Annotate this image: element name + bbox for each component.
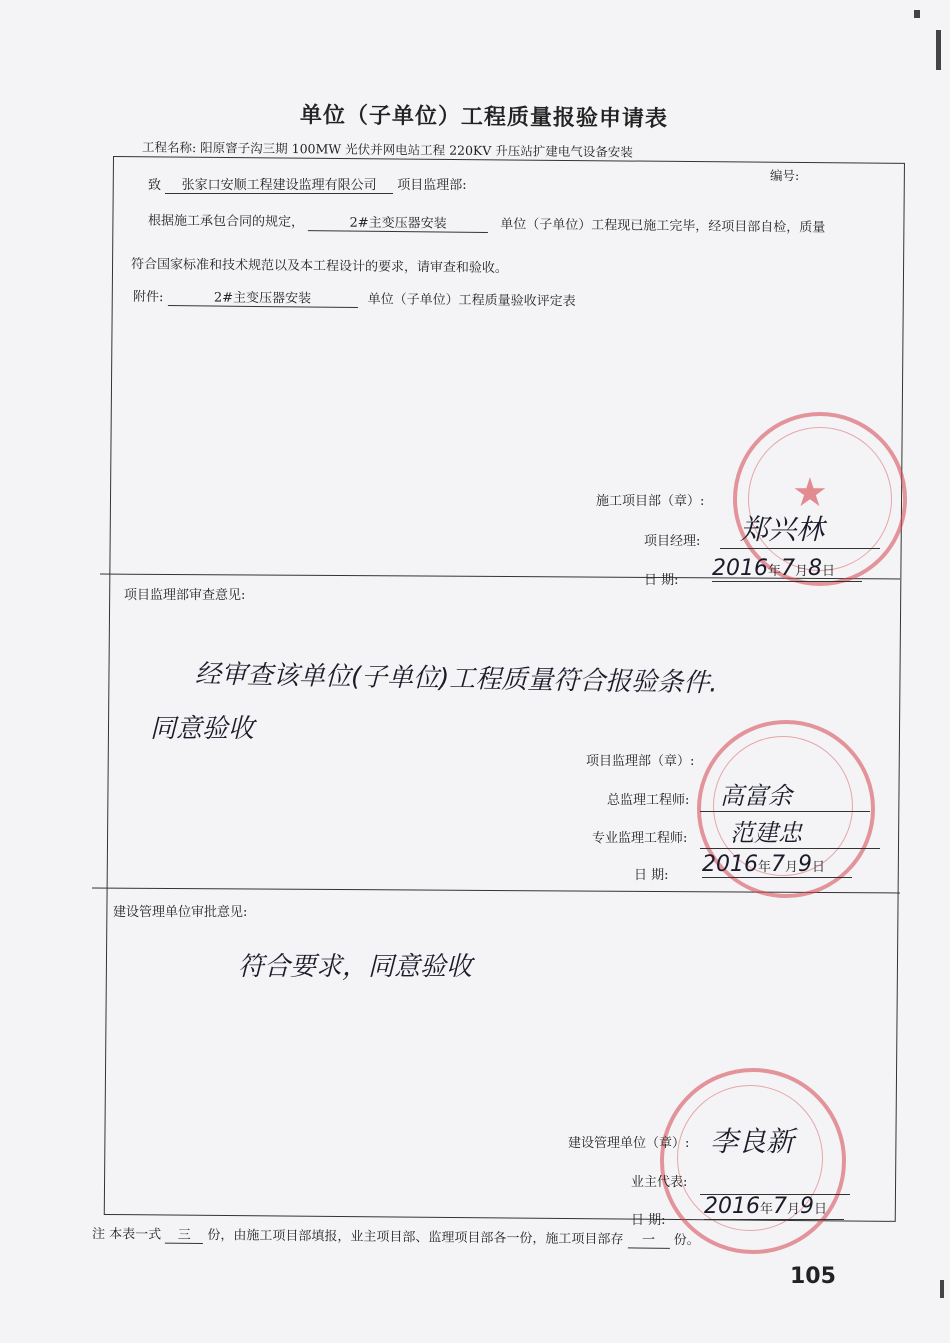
keep-copies: 一 (627, 1228, 669, 1248)
to-label: 致 (148, 178, 162, 193)
year-char: 年 (758, 860, 772, 875)
day-char: 日 (822, 564, 836, 579)
project-name: 阳原窨子沟三期 100MW 光伏并网电站工程 220KV 升压站扩建电气设备安装 (200, 140, 633, 160)
day-char: 日 (814, 1202, 828, 1217)
month-char: 月 (787, 1202, 801, 1217)
body-suffix: 单位（子单位）工程现已施工完毕，经项目部自检，质量 (500, 217, 826, 236)
pro-signature: 范建忠 (700, 813, 880, 849)
date-month: 7 (771, 852, 786, 877)
owner-heading: 建设管理单位审批意见: (113, 905, 248, 920)
supervision-opinion-1: 经审查该单位(子单位)工程质量符合报验条件. (194, 659, 718, 699)
body-prefix: 根据施工承包合同的规定， (147, 213, 305, 231)
year-char: 年 (768, 564, 782, 579)
attach-label: 附件: (132, 289, 164, 305)
date-line-1 (712, 556, 862, 582)
to-line (148, 174, 467, 194)
project-label: 工程名称: (141, 139, 197, 155)
unit-name: 2#主变压器安装 (308, 211, 488, 233)
attach-suffix: 单位（子单位）工程质量验收评定表 (367, 292, 576, 310)
note-prefix: 注 本表一式 (91, 1226, 162, 1243)
date-year: 2016 (712, 556, 768, 581)
supervision-heading: 项目监理部审查意见: (124, 588, 246, 603)
owner-rep-label: 业主代表: (631, 1175, 688, 1190)
page-title: 单位（子单位）工程质量报验申请表 (299, 102, 669, 132)
date-line-2 (702, 852, 852, 878)
date-label-3: 日 期: (631, 1213, 666, 1228)
date-day: 9 (798, 852, 813, 877)
note-suffix: 份。 (673, 1232, 700, 1249)
month-char: 月 (795, 564, 809, 579)
day-char: 日 (812, 860, 826, 875)
body-line2: 符合国家标准和技术规范以及本工程设计的要求，请审查和验收。 (130, 257, 509, 276)
month-char: 月 (785, 860, 799, 875)
chief-signature: 高富余 (700, 776, 870, 812)
copies: 三 (165, 1224, 203, 1244)
date-month: 7 (773, 1194, 788, 1219)
year-char: 年 (760, 1202, 774, 1217)
note-middle: 份，由施工项目部填报，业主项目部、监理项目部各一份，施工项目部存 (207, 1228, 624, 1248)
owner-signature: 李良新 (710, 1125, 795, 1158)
date-day: 9 (800, 1194, 815, 1219)
date-label: 日 期: (644, 573, 679, 588)
date-day: 8 (808, 556, 823, 581)
date-label-2: 日 期: (634, 868, 669, 883)
date-line-3 (704, 1194, 844, 1220)
scan-mark (914, 10, 920, 18)
date-year: 2016 (704, 1194, 760, 1219)
owner-opinion: 符合要求，同意验收 (238, 952, 473, 982)
date-month: 7 (781, 556, 796, 581)
to-suffix: 项目监理部: (397, 178, 467, 193)
manager-label: 项目经理: (644, 534, 701, 549)
scan-mark (940, 1280, 944, 1298)
page-number: 105 (790, 1264, 836, 1289)
seal-star-icon: ★ (792, 470, 828, 516)
number-label: 编号: (770, 168, 800, 183)
pro-label: 专业监理工程师: (592, 831, 688, 846)
dept-label: 施工项目部（章）: (596, 494, 705, 509)
chief-label: 总监理工程师: (607, 793, 690, 808)
to-org: 张家口安顺工程建设监理有限公司 (165, 174, 393, 194)
manager-signature: 郑兴林 (720, 508, 880, 549)
date-year: 2016 (702, 852, 758, 877)
supervision-opinion-2: 同意验收 (150, 714, 255, 744)
scan-mark (936, 30, 941, 70)
owner-rep-line (700, 1178, 850, 1195)
supervision-dept-label: 项目监理部（章）: (586, 754, 695, 769)
footer-note (92, 1223, 700, 1249)
owner-unit-label: 建设管理单位（章）: (568, 1136, 690, 1151)
attach-name: 2#主变压器安装 (167, 286, 357, 308)
